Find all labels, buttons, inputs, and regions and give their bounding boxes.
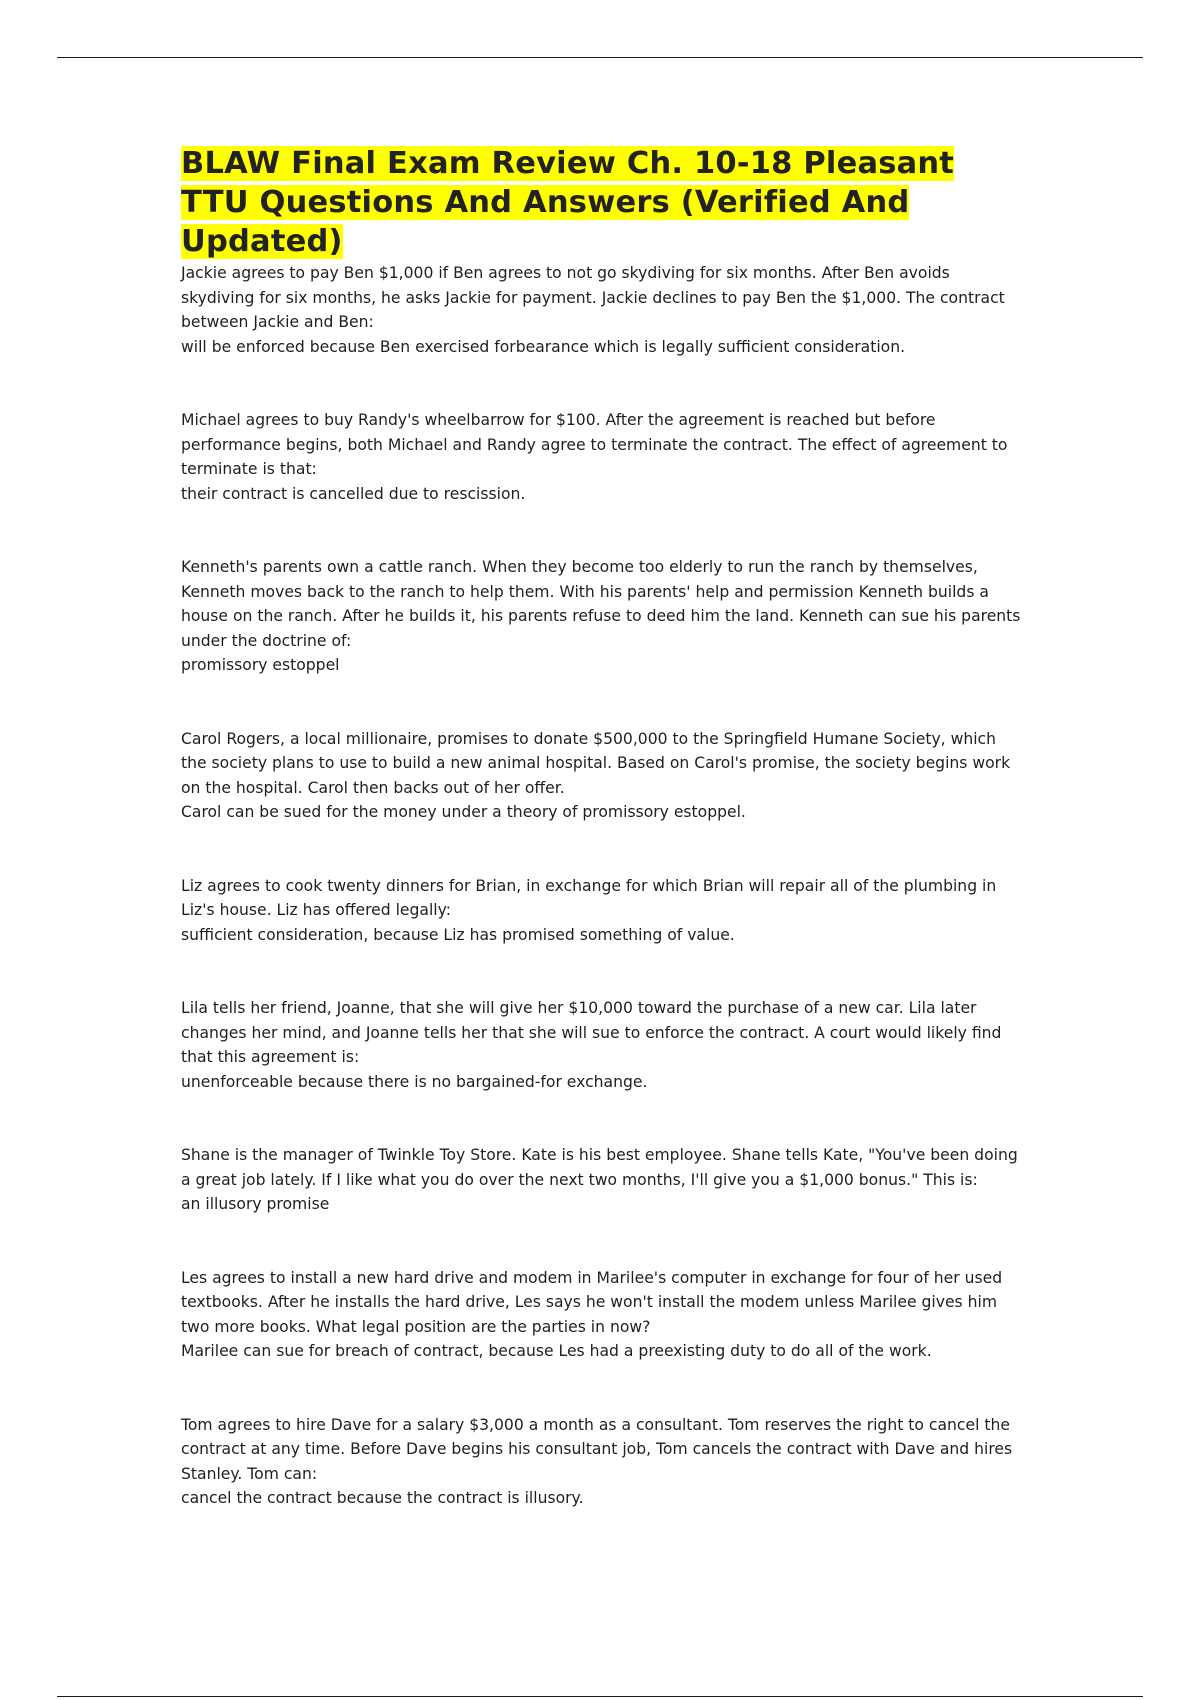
qa-item xyxy=(181,1266,1021,1364)
answer-text: their contract is cancelled due to rescission. xyxy=(181,484,526,503)
answer-text: cancel the contract because the contract is illusory. xyxy=(181,1489,584,1507)
question-text: Liz agrees to cook twenty dinners for Brian, in exchange for which Brian will repair all of the plumbing in Liz's house. Liz has offered legally: xyxy=(181,876,997,919)
document-title xyxy=(181,144,1021,261)
answer-text: sufficient consideration, because Liz has promised something of value. xyxy=(181,925,735,944)
document-body xyxy=(181,144,1021,1511)
question-text: Tom agrees to hire Dave for a salary $3,000 a month as a consultant. Tom reserves the right to cancel the contract at any time. Before Dave begins his consultant job, Tom cancels the contract with Dave and hires Stanley. Tom can: xyxy=(181,1415,1013,1483)
document-title-text: BLAW Final Exam Review Ch. 10-18 Pleasant TTU Questions And Answers (Verified And Updated) xyxy=(181,146,955,259)
question-text: Kenneth's parents own a cattle ranch. When they become too elderly to run the ranch by themselves, Kenneth moves back to the ranch to help them. With his parents' help and permission Kenneth builds a house on the ranch. After he builds it, his parents refuse to deed him the land. Kenneth can sue his parents under the doctrine of: xyxy=(181,558,1021,650)
question-text: Carol Rogers, a local millionaire, promises to donate $500,000 to the Springfield Humane Society, which the society plans to use to build a new animal hospital. Based on Carol's promise, the society begins work on the hospital. Carol then backs out of her offer. xyxy=(181,729,1011,797)
bottom-rule xyxy=(57,1696,1143,1697)
qa-item xyxy=(181,727,1021,825)
answer-text: Carol can be sued for the money under a theory of promissory estoppel. xyxy=(181,803,746,821)
question-text: Shane is the manager of Twinkle Toy Store. Kate is his best employee. Shane tells Kate, "You've been doing a great job lately. If I like what you do over the next two months, I'll give you a $1,000 bonus." This is: xyxy=(181,1146,1018,1189)
qa-item xyxy=(181,874,1021,948)
answer-text: an illusory promise xyxy=(181,1195,330,1213)
qa-item xyxy=(181,996,1021,1094)
qa-item xyxy=(181,555,1021,678)
top-rule xyxy=(57,57,1143,58)
question-text: Michael agrees to buy Randy's wheelbarrow for $100. After the agreement is reached but before performance begins, both Michael and Randy agree to terminate the contract. The effect of agreement to terminate is that: xyxy=(181,411,1008,478)
answer-text: Marilee can sue for breach of contract, because Les had a preexisting duty to do all of the work. xyxy=(181,1342,932,1360)
answer-text: unenforceable because there is no bargained-for exchange. xyxy=(181,1072,648,1091)
qa-item xyxy=(181,1413,1021,1511)
qa-item xyxy=(181,408,1021,506)
question-text: Lila tells her friend, Joanne, that she will give her $10,000 toward the purchase of a new car. Lila later changes her mind, and Joanne tells her that she will sue to enforce the contract. A court would likely find that this agreement is: xyxy=(181,999,1002,1066)
qa-item xyxy=(181,261,1021,359)
answer-text: promissory estoppel xyxy=(181,656,340,674)
answer-text: will be enforced because Ben exercised forbearance which is legally sufficient consideration. xyxy=(181,337,906,356)
question-text: Les agrees to install a new hard drive and modem in Marilee's computer in exchange for four of her used textbooks. After he installs the hard drive, Les says he won't install the modem unless Marilee gives him two more books. What legal position are the parties in now? xyxy=(181,1268,1003,1336)
qa-item xyxy=(181,1143,1021,1217)
question-text: Jackie agrees to pay Ben $1,000 if Ben agrees to not go skydiving for six months. After Ben avoids skydiving for six months, he asks Jackie for payment. Jackie declines to pay Ben the $1,000. The contract between Jackie and Ben: xyxy=(181,264,1005,331)
